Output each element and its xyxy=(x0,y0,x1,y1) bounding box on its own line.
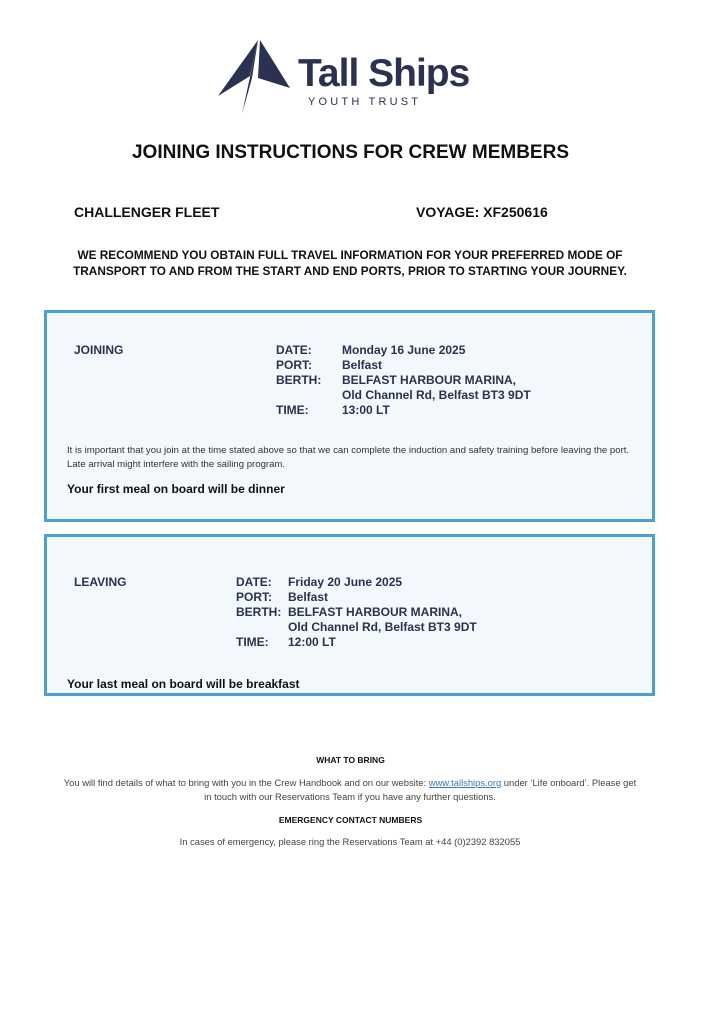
leaving-date-label: DATE: xyxy=(236,575,272,589)
joining-berth-line1: BELFAST HARBOUR MARINA, xyxy=(342,373,516,387)
leaving-port: Belfast xyxy=(288,590,329,604)
what-to-bring-heading: WHAT TO BRING xyxy=(316,755,385,765)
joining-port: Belfast xyxy=(342,358,383,372)
joining-label: JOINING xyxy=(74,343,124,357)
logo-subtitle: YOUTH TRUST xyxy=(308,96,422,108)
leaving-details xyxy=(236,575,616,655)
leaving-box xyxy=(44,534,655,696)
logo-name: Tall Ships xyxy=(298,52,470,95)
joining-box xyxy=(44,310,655,522)
what-to-bring-text-after: under ‘Life onboard’. Please get in touch with our Reservations Team if you have any further questions. xyxy=(204,777,637,802)
emergency-text: In cases of emergency, please ring the Reservations Team at +44 (0)2392 832055 xyxy=(179,836,521,847)
leaving-berth-line1: BELFAST HARBOUR MARINA, xyxy=(288,605,462,619)
sail-logo-icon xyxy=(218,38,293,113)
joining-time-label: TIME: xyxy=(276,403,309,417)
logo xyxy=(218,38,488,113)
joining-date: Monday 16 June 2025 xyxy=(342,343,466,357)
what-to-bring-text-before: You will find details of what to bring with you in the Crew Handbook and on our website: xyxy=(63,777,429,788)
joining-berth-label: BERTH: xyxy=(276,373,322,387)
what-to-bring-text xyxy=(60,776,640,804)
leaving-date: Friday 20 June 2025 xyxy=(288,575,403,589)
page-title: JOINING INSTRUCTIONS FOR CREW MEMBERS xyxy=(131,142,569,163)
joining-details xyxy=(276,343,636,423)
leaving-label: LEAVING xyxy=(74,575,127,589)
voyage-code: VOYAGE: XF250616 xyxy=(416,204,548,220)
joining-note: It is important that you join at the time stated above so that we can complete the induction and safety training before leaving the port. Late arrival might interfere with the sailing program. xyxy=(67,445,630,470)
leaving-berth-line2: Old Channel Rd, Belfast BT3 9DT xyxy=(288,620,477,634)
joining-berth-line2: Old Channel Rd, Belfast BT3 9DT xyxy=(342,388,531,402)
joining-date-label: DATE: xyxy=(276,343,312,357)
travel-recommendation: WE RECOMMEND YOU OBTAIN FULL TRAVEL INFORMATION FOR YOUR PREFERRED MODE OF TRANSPORT TO AND FROM THE START AND END PORTS, PRIOR TO STARTING YOUR JOURNEY. xyxy=(73,248,627,278)
leaving-berth-label: BERTH: xyxy=(236,605,282,619)
fleet-name: CHALLENGER FLEET xyxy=(74,204,220,220)
emergency-heading: EMERGENCY CONTACT NUMBERS xyxy=(278,815,423,825)
joining-time: 13:00 LT xyxy=(342,403,390,417)
website-link[interactable]: www.tallships.org xyxy=(428,777,502,788)
first-meal: Your first meal on board will be dinner xyxy=(67,482,285,496)
leaving-time-label: TIME: xyxy=(236,635,269,649)
last-meal: Your last meal on board will be breakfast xyxy=(67,677,300,691)
leaving-time: 12:00 LT xyxy=(288,635,336,649)
joining-port-label: PORT: xyxy=(276,358,312,372)
leaving-port-label: PORT: xyxy=(236,590,272,604)
